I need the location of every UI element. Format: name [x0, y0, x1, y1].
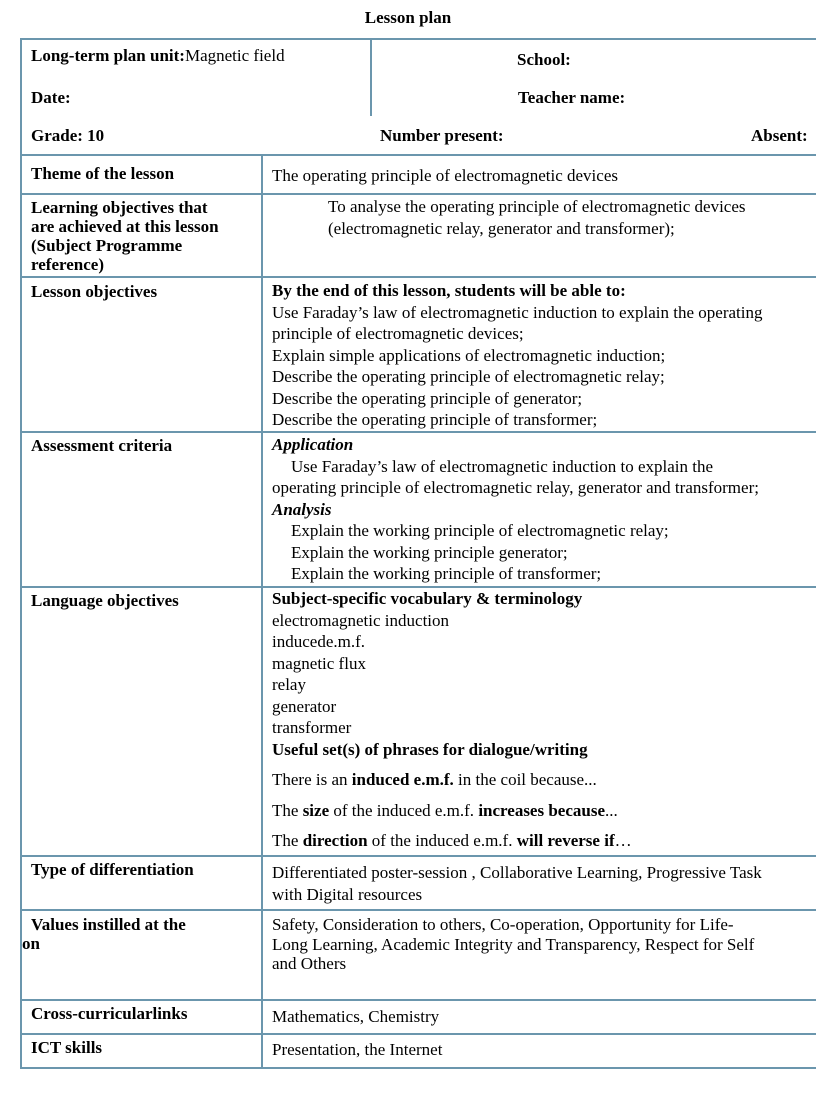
- ict-skills-value: Presentation, the Internet: [272, 1040, 443, 1059]
- absent-label: Absent:: [751, 126, 808, 145]
- phrase-line: The direction of the induced e.m.f. will reverse if…: [272, 831, 632, 850]
- phrase-line: There is an induced e.m.f. in the coil because...: [272, 770, 597, 789]
- differentiation-label: Type of differentiation: [31, 860, 194, 879]
- lesson-objectives-heading: By the end of this lesson, students will be able to:: [272, 281, 626, 300]
- table-border-bottom: [21, 1067, 816, 1069]
- language-objectives-text: [272, 588, 632, 852]
- vocab-item: magnetic flux: [272, 653, 366, 673]
- vocabulary-heading: Subject-specific vocabulary & terminology: [272, 589, 583, 608]
- table-border-top: [21, 38, 816, 40]
- date-label: Date:: [31, 88, 71, 107]
- number-present-label: Number present:: [380, 126, 504, 145]
- learning-objectives-label: Learning objectives that are achieved at this lesson (Subject Programme reference): [31, 198, 219, 274]
- phrases-heading: Useful set(s) of phrases for dialogue/writing: [272, 739, 588, 759]
- theme-value: The operating principle of electromagnetic devices: [272, 166, 618, 185]
- learning-objectives-text: To analyse the operating principle of electromagnetic devices (electromagnetic relay, generator and transformer);: [328, 197, 746, 238]
- values-label: Values instilled at the on: [22, 915, 186, 953]
- row-divider: [21, 909, 816, 911]
- row-divider: [21, 193, 816, 195]
- theme-label: Theme of the lesson: [31, 164, 175, 183]
- vocab-item: relay: [272, 675, 306, 694]
- values-text: Safety, Consideration to others, Co-operation, Opportunity for Life- Long Learning, Academic Integrity and Transparency, Respect for Self and Others: [272, 915, 755, 973]
- vocab-item: inducede.m.f.: [272, 632, 365, 651]
- school-label: School:: [517, 50, 571, 69]
- unit-field: [31, 45, 285, 66]
- cross-curricular-value: Mathematics, Chemistry: [272, 1007, 440, 1026]
- assessment-criteria-text: Application Use Faraday’s law of electromagnetic induction to explain the operating principle of electromagnetic relay, generator and transformer; Analysis Explain the working principle of electromagnetic relay; Explain the working principle generator; Explain the working principle of transformer;: [272, 435, 759, 583]
- unit-label: Long-term plan unit:: [31, 46, 185, 65]
- column-divider: [261, 154, 263, 1069]
- vocab-item: transformer: [272, 718, 352, 737]
- ict-skills-label: ICT skills: [31, 1038, 103, 1057]
- unit-value: Magnetic field: [184, 46, 285, 65]
- language-objectives-label: Language objectives: [31, 591, 179, 610]
- header-divider: [370, 38, 372, 116]
- differentiation-text: Differentiated poster-session , Collaborative Learning, Progressive Task with Digital resources: [272, 863, 762, 904]
- page-title: Lesson plan: [364, 8, 452, 27]
- vocab-item: generator: [272, 696, 337, 716]
- row-divider: [21, 154, 816, 156]
- teacher-name-label: Teacher name:: [518, 88, 626, 107]
- row-divider: [21, 276, 816, 278]
- phrase-line: The size of the induced e.m.f. increases because...: [272, 800, 618, 820]
- grade-label: Grade: 10: [31, 126, 105, 145]
- row-divider: [21, 1033, 816, 1035]
- row-divider: [21, 999, 816, 1001]
- lesson-objectives-text: By the end of this lesson, students will be able to: Use Faraday’s law of electromagnetic induction to explain the operating principle of electromagnetic devices; Explain simple applications of electromagnetic induction; Describe the operating principle of electromagnetic relay; Describe the operating principle of generator; Describe the operating principle of transformer;: [272, 281, 763, 429]
- application-heading: Application: [272, 435, 354, 454]
- analysis-heading: Analysis: [272, 499, 332, 519]
- assessment-criteria-label: Assessment criteria: [31, 436, 173, 455]
- row-divider: [21, 431, 816, 433]
- row-divider: [21, 855, 816, 857]
- vocab-item: electromagnetic induction: [272, 610, 450, 630]
- lesson-objectives-label: Lesson objectives: [31, 282, 158, 301]
- cross-curricular-label: Cross-curricularlinks: [31, 1004, 188, 1023]
